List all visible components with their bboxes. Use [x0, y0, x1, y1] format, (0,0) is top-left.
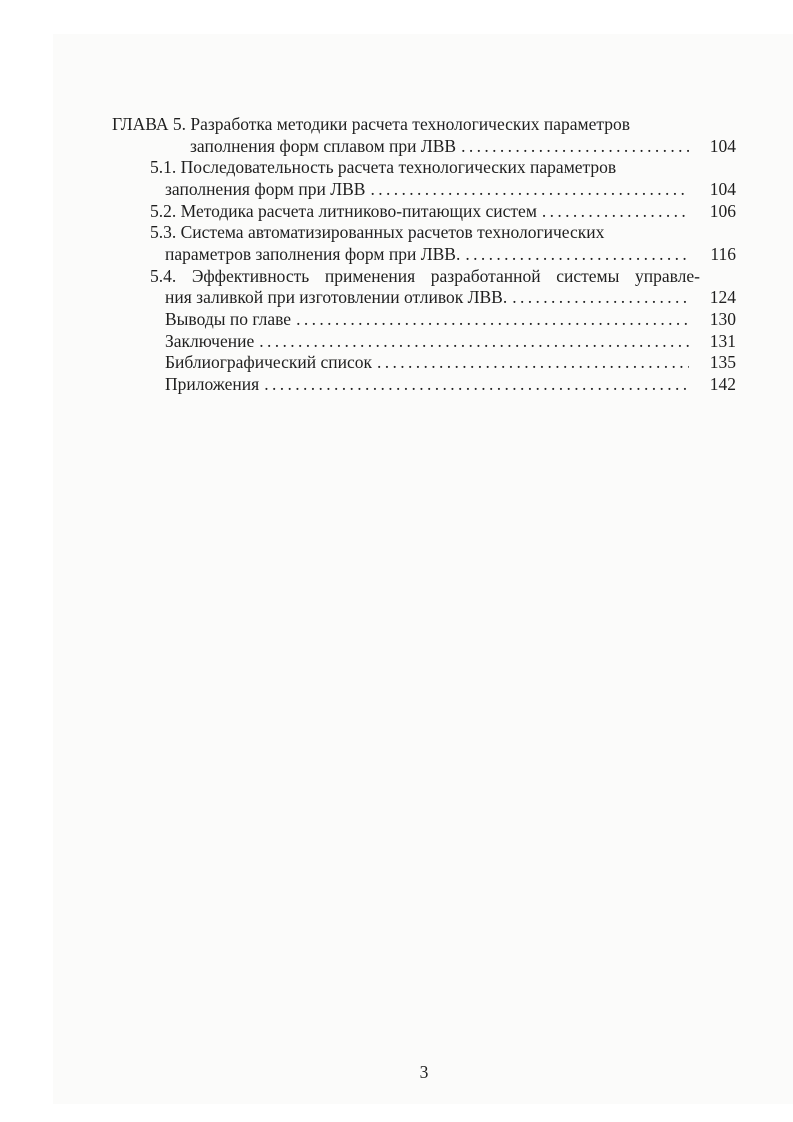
toc-line-5-1 — [0, 157, 793, 179]
page-ref: 106 — [709, 200, 736, 221]
toc-text: ГЛАВА 5. Разработка методики расчета технологических параметров — [112, 114, 631, 134]
page-ref: 131 — [709, 330, 736, 351]
toc-line-chapter-5 — [0, 114, 793, 136]
page-ref: 142 — [709, 373, 736, 394]
toc-text: заполнения форм сплавом при ЛВВ — [190, 135, 457, 156]
dot-leader — [507, 287, 689, 309]
toc-line-5-4-cont — [0, 287, 793, 309]
toc-line-5-1-cont — [0, 179, 793, 201]
toc-line-5-3 — [0, 222, 793, 244]
footer-page-number: 3 — [419, 1062, 429, 1082]
dot-leader — [460, 244, 689, 266]
dot-leader — [254, 331, 689, 353]
toc-text: Приложения — [165, 373, 260, 394]
toc-text: Заключение — [165, 330, 255, 351]
dot-leader — [372, 352, 689, 374]
page-ref: 116 — [710, 243, 736, 264]
toc-text: ния заливкой при изготовлении отливок ЛВВ. — [165, 287, 508, 308]
toc-line-conclusion — [0, 331, 793, 353]
toc-text: параметров заполнения форм при ЛВВ. — [165, 243, 461, 264]
page-ref: 104 — [709, 135, 736, 156]
toc-line-conclusions-chapter — [0, 309, 793, 331]
toc-text: 5.1. Последовательность расчета технологических параметров — [150, 157, 617, 178]
toc-line-bibliography — [0, 352, 793, 374]
toc-line-5-4 — [0, 266, 793, 288]
toc-text: Выводы по главе — [165, 308, 292, 329]
dot-leader — [291, 309, 689, 331]
page-ref: 135 — [709, 352, 736, 373]
dot-leader — [259, 374, 689, 396]
toc-line-chapter-5-cont — [0, 136, 793, 158]
toc-text: 5.4. Эффективность применения разработанной системы управле- — [150, 265, 700, 286]
dot-leader — [456, 136, 689, 158]
toc-line-appendices — [0, 374, 793, 396]
page-ref: 104 — [709, 178, 736, 199]
toc-line-5-3-cont — [0, 244, 793, 266]
page-ref: 130 — [709, 308, 736, 329]
toc-text: 5.2. Методика расчета литниково-питающих систем — [150, 200, 537, 221]
toc-line-5-2 — [0, 201, 793, 223]
toc-text: 5.3. Система автоматизированных расчетов технологических — [150, 222, 605, 243]
page-ref: 124 — [709, 287, 736, 308]
dot-leader — [365, 179, 689, 201]
table-of-contents — [0, 114, 793, 396]
toc-text: заполнения форм при ЛВВ — [165, 178, 366, 199]
dot-leader — [537, 201, 689, 223]
toc-text: Библиографический список — [165, 352, 373, 373]
